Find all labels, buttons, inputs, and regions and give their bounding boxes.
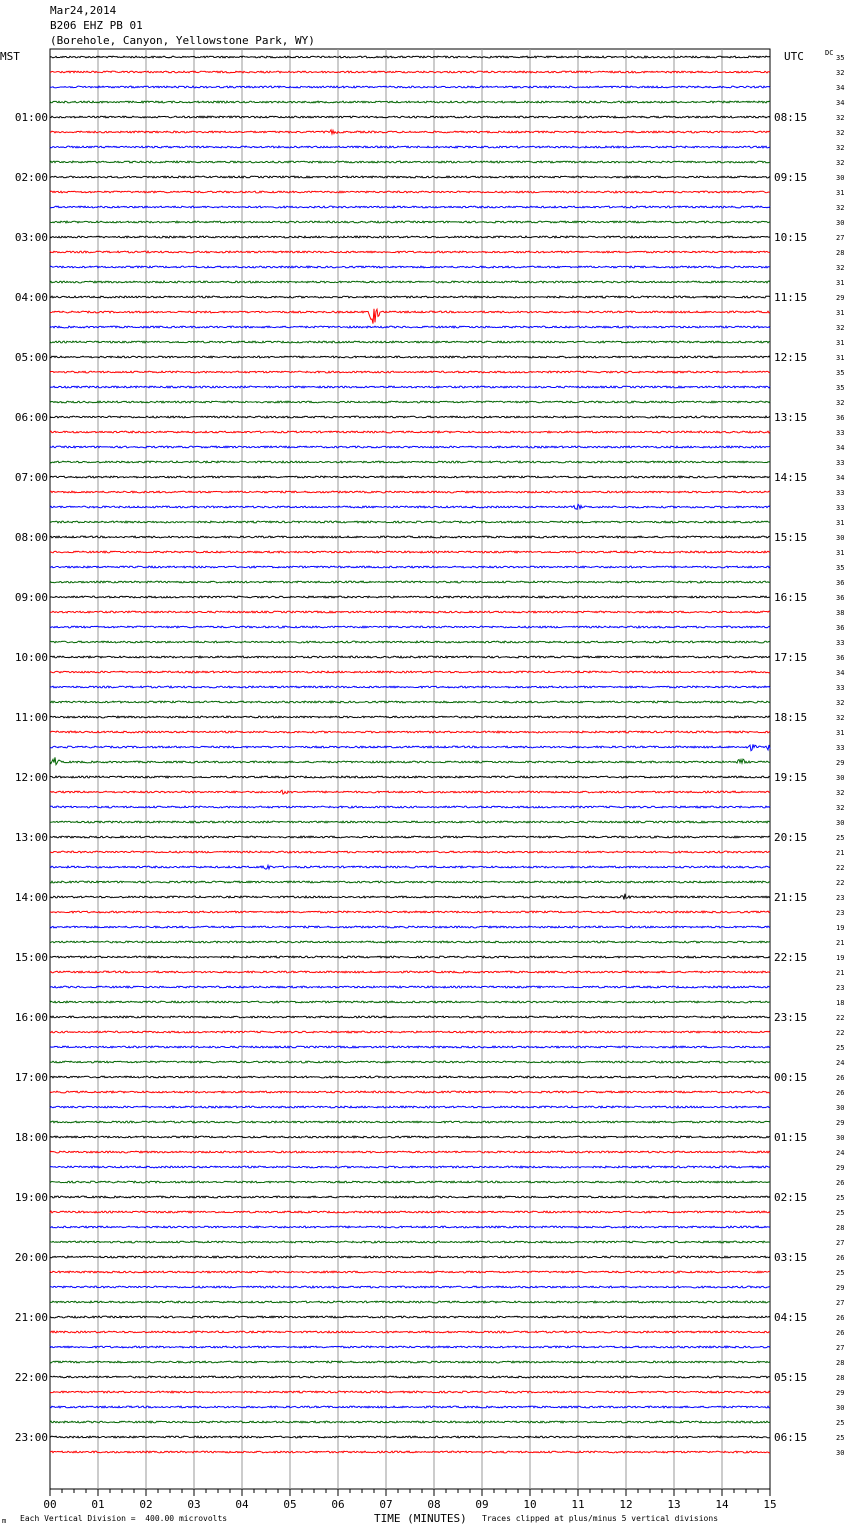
- trace-row: [50, 191, 770, 193]
- trace-row: [50, 656, 770, 658]
- x-tick-label: 08: [427, 1498, 441, 1511]
- right-hour-label: 01:15: [774, 1131, 808, 1144]
- trace-row: [50, 461, 770, 463]
- trace-row: [50, 130, 770, 134]
- right-hour-label: 05:15: [774, 1371, 808, 1384]
- x-axis-title: TIME (MINUTES): [374, 1512, 467, 1525]
- dc-offset-label: 22: [836, 1029, 845, 1037]
- dc-offset-label: 31: [836, 729, 845, 737]
- left-hour-label: 17:00: [14, 1071, 48, 1084]
- scale-note: Each Vertical Division = 400.00 microvolts: [20, 1514, 228, 1523]
- dc-offset-label: 22: [836, 879, 845, 887]
- dc-offset-label: 33: [836, 459, 845, 467]
- trace-row: [50, 551, 770, 553]
- x-tick-label: 02: [139, 1498, 153, 1511]
- dc-offset-label: 32: [836, 159, 845, 167]
- trace-row: [50, 146, 770, 148]
- dc-offset-label: 32: [836, 129, 845, 137]
- right-hour-label: 00:15: [774, 1071, 808, 1084]
- dc-offset-label: 19: [836, 954, 845, 962]
- dc-offset-label: 35: [836, 564, 845, 572]
- dc-offset-label: 30: [836, 534, 845, 542]
- dc-offset-label: 38: [836, 609, 845, 617]
- x-tick-label: 14: [715, 1498, 729, 1511]
- trace-row: [50, 206, 770, 208]
- seismic-traces: [50, 56, 770, 1453]
- dc-offset-label: 32: [836, 114, 845, 122]
- left-timezone: MST: [0, 50, 20, 63]
- dc-offset-label: 31: [836, 189, 845, 197]
- dc-offset-label: 32: [836, 69, 845, 77]
- trace-row: [50, 671, 770, 673]
- trace-row: [50, 1016, 770, 1018]
- trace-row: [50, 1451, 770, 1453]
- dc-offset-label: 33: [836, 639, 845, 647]
- station-code: B206 EHZ PB 01: [50, 19, 143, 32]
- dc-offset-label: 25: [836, 1044, 845, 1052]
- dc-offset-label: 25: [836, 1434, 845, 1442]
- dc-offset-label: 22: [836, 1014, 845, 1022]
- dc-offset-label: 30: [836, 1134, 845, 1142]
- trace-row: [50, 1361, 770, 1363]
- trace-row: [50, 1346, 770, 1348]
- dc-offset-label: 36: [836, 624, 845, 632]
- trace-row: [50, 641, 770, 643]
- trace-row: [50, 1196, 770, 1198]
- x-tick-label: 06: [331, 1498, 345, 1511]
- dc-offset-label: 30: [836, 1404, 845, 1412]
- right-hour-label: 06:15: [774, 1431, 808, 1444]
- trace-row: [50, 581, 770, 583]
- grid-lines: [50, 49, 770, 1496]
- trace-row: [50, 1436, 770, 1438]
- trace-row: [50, 86, 770, 88]
- trace-row: [50, 1106, 770, 1108]
- dc-offset-label: 34: [836, 474, 845, 482]
- trace-row: [50, 744, 770, 750]
- x-tick-label: 15: [763, 1498, 777, 1511]
- trace-row: [50, 476, 770, 478]
- dc-offset-label: 25: [836, 1194, 845, 1202]
- trace-row: [50, 1166, 770, 1168]
- dc-offset-label: 36: [836, 594, 845, 602]
- dc-offset-label: 19: [836, 924, 845, 932]
- dc-offset-label: 36: [836, 579, 845, 587]
- dc-offset-label: 34: [836, 84, 845, 92]
- trace-row: [50, 176, 770, 178]
- trace-row: [50, 386, 770, 388]
- trace-row: [50, 491, 770, 493]
- trace-row: [50, 894, 770, 900]
- trace-row: [50, 1226, 770, 1228]
- x-tick-label: 00: [43, 1498, 57, 1511]
- dc-offset-label: 25: [836, 1269, 845, 1277]
- dc-offset-label: 34: [836, 669, 845, 677]
- trace-row: [50, 1421, 770, 1423]
- trace-row: [50, 956, 770, 958]
- dc-offset-label: 27: [836, 234, 845, 242]
- dc-offset-label: 32: [836, 264, 845, 272]
- dc-offset-label: 24: [836, 1059, 845, 1067]
- right-hour-label: 11:15: [774, 291, 808, 304]
- trace-row: [50, 626, 770, 628]
- trace-row: [50, 1091, 770, 1093]
- trace-row: [50, 221, 770, 223]
- dc-offset-label: 21: [836, 849, 845, 857]
- left-hour-label: 15:00: [14, 951, 48, 964]
- trace-row: [50, 236, 770, 238]
- trace-row: [50, 1076, 770, 1078]
- left-hour-label: 10:00: [14, 651, 48, 664]
- right-hour-label: 15:15: [774, 531, 808, 544]
- trace-row: [50, 1046, 770, 1048]
- dc-offset-label: 18: [836, 999, 845, 1007]
- dc-offset-label: 29: [836, 294, 845, 302]
- left-hour-label: 21:00: [14, 1311, 48, 1324]
- dc-offset-label: 23: [836, 909, 845, 917]
- trace-row: [50, 281, 770, 283]
- clip-note: Traces clipped at plus/minus 5 vertical divisions: [482, 1514, 719, 1523]
- trace-row: [50, 821, 770, 823]
- dc-offset-label: 32: [836, 714, 845, 722]
- dc-offset-label: 26: [836, 1329, 845, 1337]
- dc-offset-label: 27: [836, 1239, 845, 1247]
- left-hour-label: 02:00: [14, 171, 48, 184]
- right-hour-label: 09:15: [774, 171, 808, 184]
- trace-row: [50, 161, 770, 163]
- trace-row: [50, 881, 770, 883]
- dc-offset-label: 32: [836, 204, 845, 212]
- trace-row: [50, 1271, 770, 1273]
- right-hour-label: 02:15: [774, 1191, 808, 1204]
- right-timezone: UTC: [784, 50, 804, 63]
- x-tick-label: 07: [379, 1498, 393, 1511]
- dc-offset-label: 25: [836, 834, 845, 842]
- trace-row: [50, 56, 770, 58]
- trace-row: [50, 71, 770, 73]
- dc-offset-label: 32: [836, 324, 845, 332]
- trace-row: [50, 1286, 770, 1288]
- trace-row: [50, 1211, 770, 1213]
- dc-offset-label: 32: [836, 699, 845, 707]
- trace-row: [50, 1406, 770, 1408]
- trace-row: [50, 941, 770, 943]
- trace-row: [50, 326, 770, 328]
- right-hour-label: 03:15: [774, 1251, 808, 1264]
- dc-offset-label: 27: [836, 1344, 845, 1352]
- dc-offset-label: 33: [836, 489, 845, 497]
- left-hour-label: 23:00: [14, 1431, 48, 1444]
- left-hour-label: 03:00: [14, 231, 48, 244]
- trace-row: [50, 431, 770, 433]
- dc-offset-label: 32: [836, 789, 845, 797]
- dc-offset-label: 30: [836, 1449, 845, 1457]
- dc-offset-label: 31: [836, 354, 845, 362]
- dc-offset-label: 36: [836, 654, 845, 662]
- trace-row: [50, 1151, 770, 1153]
- x-tick-label: 01: [91, 1498, 105, 1511]
- dc-offset-label: 29: [836, 759, 845, 767]
- dc-offset-label: 31: [836, 279, 845, 287]
- trace-row: [50, 266, 770, 268]
- x-tick-label: 04: [235, 1498, 249, 1511]
- left-hour-label: 16:00: [14, 1011, 48, 1024]
- trace-row: [50, 776, 770, 778]
- trace-row: [50, 401, 770, 403]
- trace-row: [50, 1031, 770, 1033]
- dc-offset-label: 30: [836, 1104, 845, 1112]
- trace-row: [50, 596, 770, 598]
- dc-offset-label: 26: [836, 1314, 845, 1322]
- trace-row: [50, 851, 770, 853]
- dc-offset-label: 28: [836, 1359, 845, 1367]
- right-hour-label: 21:15: [774, 891, 808, 904]
- dc-offset-label: 26: [836, 1074, 845, 1082]
- left-hour-label: 01:00: [14, 111, 48, 124]
- dc-offset-label: 24: [836, 1149, 845, 1157]
- dc-offset-header: DC: [825, 49, 834, 57]
- right-hour-label: 04:15: [774, 1311, 808, 1324]
- trace-row: [50, 251, 770, 253]
- trace-row: [50, 926, 770, 928]
- trace-row: [50, 1181, 770, 1183]
- trace-row: [50, 416, 770, 418]
- trace-row: [50, 536, 770, 538]
- trace-row: [50, 296, 770, 298]
- trace-row: [50, 521, 770, 523]
- trace-row: [50, 790, 770, 794]
- right-hour-label: 14:15: [774, 471, 808, 484]
- trace-row: [50, 911, 770, 913]
- left-hour-label: 14:00: [14, 891, 48, 904]
- trace-row: [50, 1391, 770, 1393]
- left-hour-label: 12:00: [14, 771, 48, 784]
- dc-offset-label: 25: [836, 1419, 845, 1427]
- x-tick-label: 03: [187, 1498, 201, 1511]
- dc-offset-label: 23: [836, 984, 845, 992]
- dc-offset-label: 31: [836, 549, 845, 557]
- right-hour-label: 12:15: [774, 351, 808, 364]
- right-hour-label: 20:15: [774, 831, 808, 844]
- trace-row: [50, 566, 770, 568]
- dc-offset-label: 25: [836, 1209, 845, 1217]
- trace-row: [50, 101, 770, 103]
- left-hour-label: 04:00: [14, 291, 48, 304]
- dc-offset-label: 35: [836, 369, 845, 377]
- dc-offset-label: 29: [836, 1389, 845, 1397]
- trace-row: [50, 611, 770, 613]
- dc-offset-label: 30: [836, 219, 845, 227]
- left-hour-label: 07:00: [14, 471, 48, 484]
- dc-offset-label: 35: [836, 54, 845, 62]
- axis-labels: [15, 54, 845, 1511]
- dc-offset-label: 30: [836, 774, 845, 782]
- right-hour-label: 10:15: [774, 231, 808, 244]
- right-hour-label: 08:15: [774, 111, 808, 124]
- left-hour-label: 06:00: [14, 411, 48, 424]
- dc-offset-label: 33: [836, 504, 845, 512]
- trace-row: [50, 971, 770, 973]
- dc-offset-label: 22: [836, 864, 845, 872]
- left-hour-label: 08:00: [14, 531, 48, 544]
- trace-row: [50, 686, 770, 688]
- dc-offset-label: 32: [836, 144, 845, 152]
- left-hour-label: 18:00: [14, 1131, 48, 1144]
- trace-row: [50, 986, 770, 988]
- trace-row: [50, 806, 770, 808]
- dc-offset-label: 31: [836, 309, 845, 317]
- trace-row: [50, 1241, 770, 1243]
- left-hour-label: 13:00: [14, 831, 48, 844]
- dc-offset-label: 34: [836, 99, 845, 107]
- left-hour-label: 05:00: [14, 351, 48, 364]
- dc-offset-label: 26: [836, 1089, 845, 1097]
- trace-row: [50, 371, 770, 373]
- dc-offset-label: 29: [836, 1164, 845, 1172]
- trace-row: [50, 731, 770, 733]
- dc-offset-label: 30: [836, 819, 845, 827]
- right-hour-label: 22:15: [774, 951, 808, 964]
- dc-offset-label: 27: [836, 1299, 845, 1307]
- dc-offset-label: 34: [836, 444, 845, 452]
- right-hour-label: 16:15: [774, 591, 808, 604]
- x-tick-label: 13: [667, 1498, 681, 1511]
- dc-offset-label: 28: [836, 1224, 845, 1232]
- trace-row: [50, 504, 770, 509]
- dc-offset-label: 21: [836, 939, 845, 947]
- trace-row: [50, 716, 770, 718]
- dc-offset-label: 28: [836, 1374, 845, 1382]
- dc-offset-label: 26: [836, 1179, 845, 1187]
- right-hour-label: 19:15: [774, 771, 808, 784]
- right-hour-label: 17:15: [774, 651, 808, 664]
- dc-offset-label: 26: [836, 1254, 845, 1262]
- trace-row: [50, 1376, 770, 1378]
- station-location: (Borehole, Canyon, Yellowstone Park, WY): [50, 34, 315, 47]
- x-tick-label: 11: [571, 1498, 585, 1511]
- left-hour-label: 11:00: [14, 711, 48, 724]
- x-tick-label: 10: [523, 1498, 537, 1511]
- dc-offset-label: 33: [836, 744, 845, 752]
- x-tick-label: 05: [283, 1498, 297, 1511]
- dc-offset-label: 31: [836, 339, 845, 347]
- left-hour-label: 19:00: [14, 1191, 48, 1204]
- trace-row: [50, 865, 770, 869]
- trace-row: [50, 341, 770, 343]
- x-tick-label: 09: [475, 1498, 489, 1511]
- plot-date: Mar24,2014: [50, 4, 117, 17]
- dc-offset-label: 35: [836, 384, 845, 392]
- left-hour-label: 20:00: [14, 1251, 48, 1264]
- dc-offset-label: 36: [836, 414, 845, 422]
- dc-offset-label: 30: [836, 174, 845, 182]
- dc-offset-label: 32: [836, 804, 845, 812]
- x-tick-label: 12: [619, 1498, 633, 1511]
- dc-offset-label: 32: [836, 399, 845, 407]
- trace-row: [50, 757, 770, 764]
- trace-row: [50, 1331, 770, 1333]
- trace-row: [50, 701, 770, 703]
- right-hour-label: 13:15: [774, 411, 808, 424]
- dc-offset-label: 33: [836, 429, 845, 437]
- dc-offset-label: 29: [836, 1119, 845, 1127]
- right-hour-label: 18:15: [774, 711, 808, 724]
- trace-row: [50, 1256, 770, 1258]
- trace-row: [50, 356, 770, 358]
- trace-row: [50, 1061, 770, 1063]
- dc-offset-label: 23: [836, 894, 845, 902]
- dc-offset-label: 31: [836, 519, 845, 527]
- trace-row: [50, 1001, 770, 1003]
- trace-row: [50, 116, 770, 118]
- dc-offset-label: 33: [836, 684, 845, 692]
- right-hour-label: 23:15: [774, 1011, 808, 1024]
- footer-corner-mark: m: [2, 1517, 7, 1525]
- left-hour-label: 09:00: [14, 591, 48, 604]
- left-hour-label: 22:00: [14, 1371, 48, 1384]
- trace-row: [50, 1121, 770, 1123]
- trace-row: [50, 836, 770, 838]
- trace-row: [50, 1316, 770, 1318]
- trace-row: [50, 1136, 770, 1138]
- dc-offset-label: 28: [836, 249, 845, 257]
- trace-row: [50, 446, 770, 448]
- dc-offset-label: 29: [836, 1284, 845, 1292]
- dc-offset-label: 21: [836, 969, 845, 977]
- trace-row: [50, 1301, 770, 1303]
- trace-row: [50, 309, 770, 324]
